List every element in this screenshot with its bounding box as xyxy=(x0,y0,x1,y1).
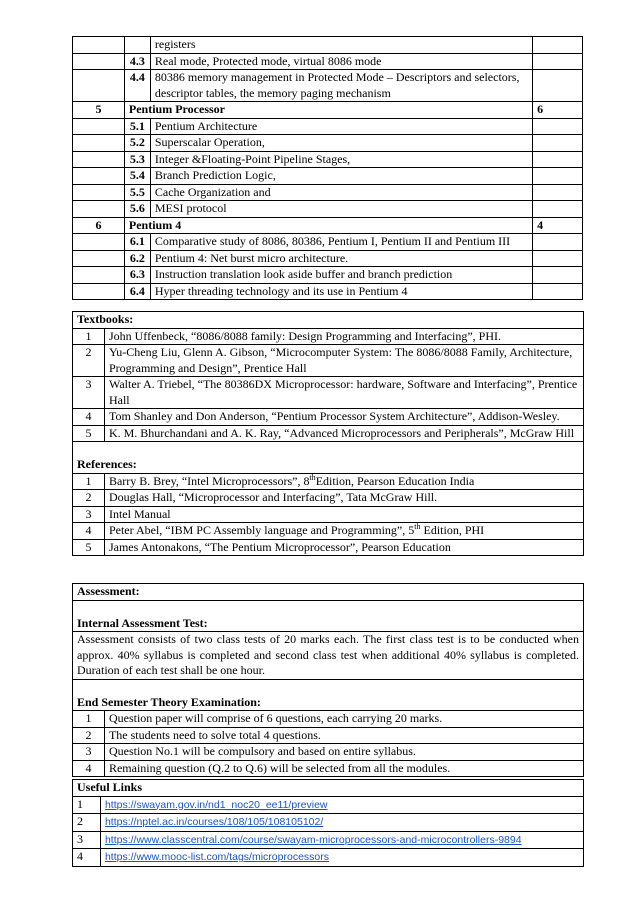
sub-number: 4.4 xyxy=(124,70,150,102)
topic-text: Real mode, Protected mode, virtual 8086 mode xyxy=(150,53,532,70)
list-item xyxy=(73,506,584,523)
topic-text: Branch Prediction Logic, xyxy=(150,168,532,185)
module-number: 5 xyxy=(73,102,125,119)
item-text: Question No.1 will be compulsory and based on entire syllabus. xyxy=(104,744,583,761)
list-item xyxy=(73,760,584,777)
item-number: 1 xyxy=(73,473,105,490)
list-item xyxy=(73,796,584,814)
table-row xyxy=(73,234,583,251)
item-text: Question paper will comprise of 6 questions, each carrying 20 marks. xyxy=(104,711,583,728)
item-number: 3 xyxy=(73,506,105,523)
link-mooc-list[interactable]: https://www.mooc-list.com/tags/microprocessors xyxy=(104,851,329,863)
subsection-heading: End Semester Theory Examination: xyxy=(73,679,584,711)
item-number: 5 xyxy=(73,425,105,442)
item-number: 1 xyxy=(73,328,105,345)
item-text: Yu-Cheng Liu, Glenn A. Gibson, “Microcomputer System: The 8086/8088 Family, Architecture, Programming and Design”, Prentice Hall xyxy=(104,345,583,377)
item-number: 2 xyxy=(73,345,105,377)
item-number: 2 xyxy=(73,490,105,507)
item-text: James Antonakons, “The Pentium Microprocessor”, Pearson Education xyxy=(104,539,583,556)
list-item xyxy=(73,425,584,442)
books-table xyxy=(72,311,584,556)
list-item xyxy=(73,744,584,761)
list-item xyxy=(73,727,584,744)
assessment-table xyxy=(72,583,584,777)
table-row xyxy=(73,37,583,54)
links-table xyxy=(72,779,584,867)
list-item xyxy=(73,473,584,490)
item-text: Peter Abel, “IBM PC Assembly language and Programming”, 5th Edition, PHI xyxy=(104,523,583,540)
module-header-row xyxy=(73,217,583,234)
module-title: Pentium 4 xyxy=(124,217,532,234)
topic-text: Instruction translation look aside buffer and branch prediction xyxy=(150,267,532,284)
topic-text: Superscalar Operation, xyxy=(150,135,532,152)
topic-text: Hyper threading technology and its use in Pentium 4 xyxy=(150,283,532,300)
item-text: Tom Shanley and Don Anderson, “Pentium Processor System Architecture”, Addison-Wesley. xyxy=(104,409,583,426)
section-heading: Assessment: xyxy=(73,584,584,601)
sub-number: 5.5 xyxy=(124,184,150,201)
paragraph: Assessment consists of two class tests of 20 marks each. The first class test is to be conducted when approx. 40% syllabus is completed and second class test when additional 40% syllabus is completed. Duration of each test shall be one hour. xyxy=(73,632,584,680)
table-row xyxy=(73,151,583,168)
topic-text: Integer &Floating-Point Pipeline Stages, xyxy=(150,151,532,168)
list-item xyxy=(73,814,584,832)
table-row xyxy=(73,250,583,267)
link-nptel[interactable]: https://nptel.ac.in/courses/108/105/108105102/ xyxy=(104,816,324,828)
module-title: Pentium Processor xyxy=(124,102,532,119)
item-text: K. M. Bhurchandani and A. K. Ray, “Advanced Microprocessors and Peripherals”, McGraw Hill xyxy=(104,425,583,442)
list-item xyxy=(73,711,584,728)
section-heading: Textbooks: xyxy=(73,312,584,329)
module-number: 6 xyxy=(73,217,125,234)
item-number: 2 xyxy=(73,727,105,744)
module-hours: 6 xyxy=(533,102,583,119)
item-number: 4 xyxy=(73,523,105,540)
topic-text: 80386 memory management in Protected Mode – Descriptors and selectors, descriptor tables, the memory paging mechanism xyxy=(150,70,532,102)
item-text: Douglas Hall, “Microprocessor and Interfacing”, Tata McGraw Hill. xyxy=(104,490,583,507)
list-item xyxy=(73,409,584,426)
sub-number: 6.3 xyxy=(124,267,150,284)
item-number: 3 xyxy=(73,377,105,409)
sub-number: 5.1 xyxy=(124,118,150,135)
section-heading: Useful Links xyxy=(73,780,584,797)
item-number: 3 xyxy=(73,744,105,761)
list-item xyxy=(73,539,584,556)
topic-text: MESI protocol xyxy=(150,201,532,218)
table-row xyxy=(73,267,583,284)
item-text: The students need to solve total 4 questions. xyxy=(104,727,583,744)
item-number: 4 xyxy=(73,760,105,777)
link-classcentral[interactable]: https://www.classcentral.com/course/swayam-microprocessors-and-microcontrollers-9894 xyxy=(104,833,522,846)
subsection-heading: Internal Assessment Test: xyxy=(73,600,584,632)
sub-number: 5.3 xyxy=(124,151,150,168)
section-heading: References: xyxy=(73,442,584,474)
topic-text: Cache Organization and xyxy=(150,184,532,201)
list-item xyxy=(73,490,584,507)
table-row xyxy=(73,53,583,70)
list-item xyxy=(73,523,584,540)
sub-number: 5.2 xyxy=(124,135,150,152)
topic-text: Pentium 4: Net burst micro architecture. xyxy=(150,250,532,267)
item-number: 5 xyxy=(73,539,105,556)
module-table xyxy=(72,36,583,300)
module-header-row xyxy=(73,102,583,119)
item-text: John Uffenbeck, “8086/8088 family: Design Programming and Interfacing”, PHI. xyxy=(104,328,583,345)
table-row xyxy=(73,168,583,185)
sub-number: 5.6 xyxy=(124,201,150,218)
list-item xyxy=(73,849,584,867)
item-number: 4 xyxy=(73,409,105,426)
topic-text: Comparative study of 8086, 80386, Pentium I, Pentium II and Pentium III xyxy=(150,234,532,251)
table-row xyxy=(73,283,583,300)
sub-number: 4.3 xyxy=(124,53,150,70)
item-number: 1 xyxy=(73,711,105,728)
item-number: 2 xyxy=(73,814,101,832)
table-row xyxy=(73,184,583,201)
table-row xyxy=(73,118,583,135)
list-item xyxy=(73,345,584,377)
table-row xyxy=(73,70,583,102)
link-swayam[interactable]: https://swayam.gov.in/nd1_noc20_ee11/preview xyxy=(104,798,328,811)
item-number: 4 xyxy=(73,849,101,867)
topic-text: Pentium Architecture xyxy=(150,118,532,135)
item-number: 1 xyxy=(73,796,101,814)
module-hours: 4 xyxy=(533,217,583,234)
sub-number: 6.1 xyxy=(124,234,150,251)
topic-text: registers xyxy=(150,37,532,54)
sub-number: 6.4 xyxy=(124,283,150,300)
list-item xyxy=(73,377,584,409)
list-item xyxy=(73,831,584,849)
sub-number: 6.2 xyxy=(124,250,150,267)
list-item xyxy=(73,328,584,345)
table-row xyxy=(73,201,583,218)
item-text: Remaining question (Q.2 to Q.6) will be selected from all the modules. xyxy=(104,760,583,777)
table-row xyxy=(73,135,583,152)
item-text: Intel Manual xyxy=(104,506,583,523)
item-text: Barry B. Brey, “Intel Microprocessors”, 8thEdition, Pearson Education India xyxy=(104,473,583,490)
item-number: 3 xyxy=(73,831,101,849)
sub-number: 5.4 xyxy=(124,168,150,185)
item-text: Walter A. Triebel, “The 80386DX Microprocessor: hardware, Software and Interfacing”, Prentice Hall xyxy=(104,377,583,409)
